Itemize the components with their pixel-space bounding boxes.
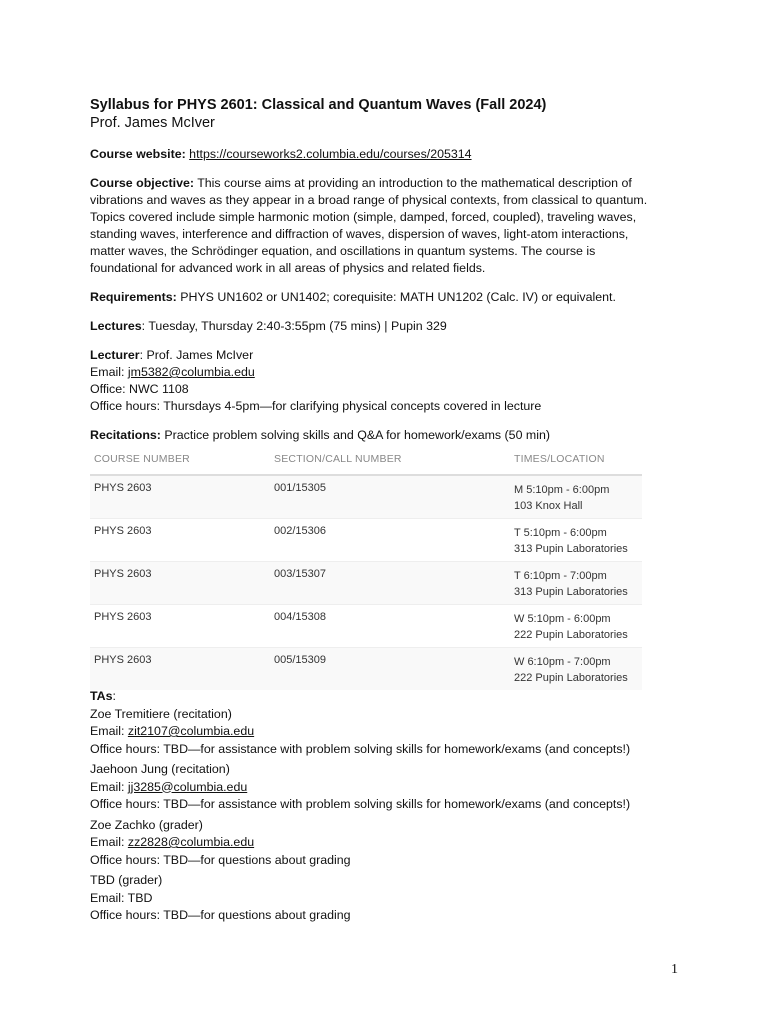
- lecturer-label: Lecturer: [90, 348, 140, 362]
- lecturer-email-line: [90, 364, 690, 381]
- cell-times: [510, 519, 642, 562]
- email-prefix: Email:: [90, 890, 128, 905]
- table-row: [90, 605, 642, 648]
- ta-office-hours: Office hours: TBD—for assistance with problem solving skills for homework/exams (and concepts!): [90, 741, 631, 756]
- tas-label: TAs: [90, 689, 113, 703]
- objective-line: Topics covered include simple harmonic motion (simple, damped, forced, coupled), traveling waves,: [90, 210, 637, 224]
- cell-course: PHYS 2603: [90, 648, 270, 691]
- table-header-row: [90, 450, 642, 475]
- ta-entry: [90, 761, 690, 814]
- ta-email-text: TBD: [127, 890, 153, 905]
- cell-times: [510, 562, 642, 605]
- cell-location: 313 Pupin Laboratories: [514, 586, 628, 598]
- cell-course: PHYS 2603: [90, 475, 270, 519]
- cell-section: 005/15309: [270, 648, 510, 691]
- ta-entry: [90, 817, 690, 870]
- ta-office-hours: Office hours: TBD—for questions about grading: [90, 908, 351, 922]
- cell-course: PHYS 2603: [90, 562, 270, 605]
- table-row: [90, 475, 642, 519]
- recitations-label: Recitations:: [90, 428, 161, 442]
- table-row: [90, 519, 642, 562]
- email-prefix: Email:: [90, 724, 128, 738]
- cell-times: [510, 605, 642, 648]
- lectures-text: : Tuesday, Thursday 2:40-3:55pm (75 mins) | Pupin 329: [141, 319, 447, 333]
- course-website-label: Course website:: [90, 147, 186, 161]
- ta-name: Zoe Tremitiere (recitation): [90, 706, 232, 721]
- objective-line: standing waves, interference and diffraction of waves, dispersion of waves, light-atom interactions,: [90, 227, 629, 241]
- objective-line: foundational for advanced work in all areas of physics and related fields.: [90, 261, 486, 275]
- cell-location: 222 Pupin Laboratories: [514, 629, 628, 641]
- email-prefix: Email:: [90, 779, 128, 794]
- email-prefix: Email:: [90, 365, 128, 379]
- ta-name: Zoe Zachko (grader): [90, 817, 203, 832]
- cell-time: M 5:10pm - 6:00pm: [514, 484, 610, 496]
- requirements-label: Requirements:: [90, 290, 177, 304]
- ta-email-line: [90, 723, 690, 741]
- ta-email-link[interactable]: zit2107@columbia.edu: [127, 724, 255, 738]
- column-header-times: TIMES/LOCATION: [510, 450, 642, 475]
- ta-email-line: [90, 834, 690, 852]
- syllabus-page: [90, 96, 690, 928]
- page-title: Syllabus for PHYS 2601: Classical and Quantum Waves (Fall 2024): [90, 97, 547, 113]
- lectures-label: Lectures: [90, 319, 142, 333]
- course-objective-label: Course objective:: [90, 176, 194, 190]
- requirements-text: PHYS UN1602 or UN1402; corequisite: MATH UN1202 (Calc. IV) or equivalent.: [176, 290, 616, 304]
- cell-location: 313 Pupin Laboratories: [514, 543, 628, 555]
- ta-name: Jaehoon Jung (recitation): [90, 762, 230, 776]
- table-row: [90, 562, 642, 605]
- cell-times: [510, 648, 642, 691]
- cell-section: 002/15306: [270, 519, 510, 562]
- cell-time: T 5:10pm - 6:00pm: [514, 527, 607, 539]
- cell-section: 003/15307: [270, 562, 510, 605]
- lecturer-info: [90, 347, 690, 415]
- course-objective: [90, 175, 690, 277]
- ta-office-hours: Office hours: TBD—for questions about grading: [90, 852, 351, 867]
- objective-line: vibrations and waves as they appear in a broad range of physical contexts, from classical to quantum.: [90, 193, 648, 207]
- recitations-text: Practice problem solving skills and Q&A for homework/exams (50 min): [160, 428, 550, 442]
- column-header-course: COURSE NUMBER: [90, 450, 270, 475]
- email-prefix: Email:: [90, 835, 128, 849]
- tas-colon: :: [112, 689, 116, 703]
- ta-email-line: [90, 890, 690, 908]
- cell-time: W 6:10pm - 7:00pm: [514, 656, 611, 668]
- table-row: [90, 648, 642, 691]
- objective-line: This course aims at providing an introduction to the mathematical description of: [193, 176, 632, 190]
- ta-name: TBD (grader): [90, 873, 163, 887]
- ta-email-link[interactable]: jj3285@columbia.edu: [127, 779, 248, 794]
- course-website-link[interactable]: https://courseworks2.columbia.edu/courses/205314: [189, 147, 472, 161]
- requirements: [90, 289, 690, 306]
- recitations: [90, 427, 690, 444]
- objective-line: matter waves, the Schrödinger equation, and oscillations in quantum systems. The course is: [90, 244, 596, 258]
- tas-heading: [90, 688, 690, 758]
- recitation-table: [90, 450, 642, 690]
- cell-time: T 6:10pm - 7:00pm: [514, 570, 607, 582]
- course-website: [90, 146, 690, 163]
- ta-email-link[interactable]: zz2828@columbia.edu: [127, 835, 255, 849]
- ta-office-hours: Office hours: TBD—for assistance with problem solving skills for homework/exams (and concepts!): [90, 797, 631, 811]
- cell-time: W 5:10pm - 6:00pm: [514, 613, 611, 625]
- lectures: [90, 318, 690, 335]
- lecturer-email-link[interactable]: jm5382@columbia.edu: [127, 365, 255, 379]
- ta-email-line: [90, 779, 690, 797]
- cell-location: 103 Knox Hall: [514, 500, 583, 512]
- lecturer-office: Office: NWC 1108: [90, 382, 189, 396]
- cell-section: 004/15308: [270, 605, 510, 648]
- ta-entry: [90, 872, 690, 925]
- professor-name: Prof. James McIver: [90, 115, 215, 131]
- cell-course: PHYS 2603: [90, 605, 270, 648]
- cell-course: PHYS 2603: [90, 519, 270, 562]
- lecturer-name: : Prof. James McIver: [139, 348, 254, 362]
- cell-times: [510, 475, 642, 519]
- page-number: 1: [671, 962, 678, 977]
- cell-location: 222 Pupin Laboratories: [514, 672, 628, 684]
- column-header-section: SECTION/CALL NUMBER: [270, 450, 510, 475]
- cell-section: 001/15305: [270, 475, 510, 519]
- lecturer-office-hours: Office hours: Thursdays 4-5pm—for clarifying physical concepts covered in lecture: [90, 399, 542, 413]
